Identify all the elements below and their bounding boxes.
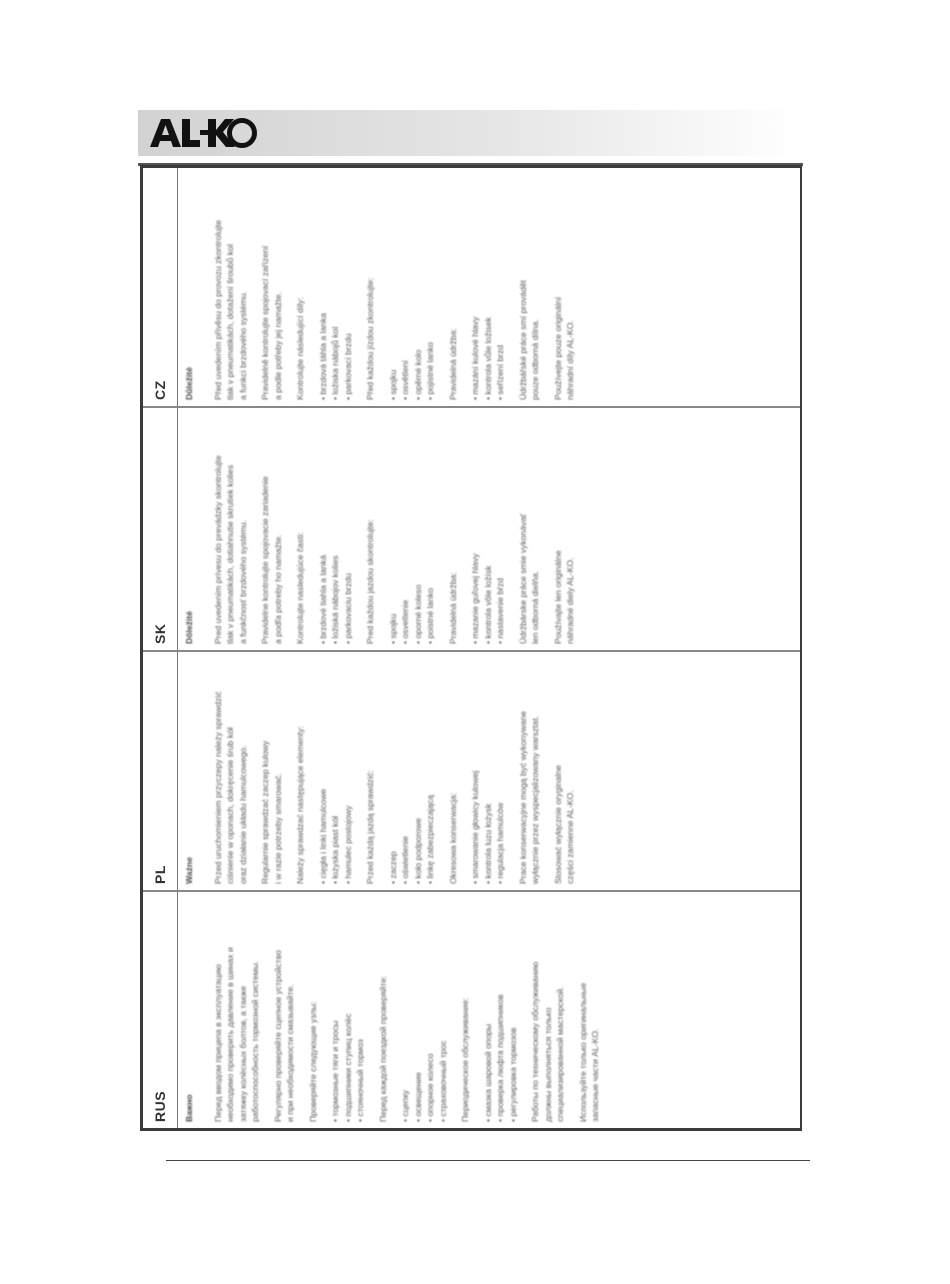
text-line: необходимо проверить давление в шинах и xyxy=(225,947,235,1122)
text-line: • страховочный трос xyxy=(437,1040,448,1122)
text-line: • pojistné lanko xyxy=(425,342,435,400)
text-line: i w razie potrzeby smarować. xyxy=(272,773,283,884)
text-line: • проверка люфта подшипников xyxy=(495,994,505,1122)
paragraph xyxy=(364,658,377,884)
text-line: и при необходимости смазывайте. xyxy=(285,984,295,1122)
lang-column-body xyxy=(177,892,800,1128)
text-line: a podle potřeby jej namažte. xyxy=(272,292,283,400)
paragraph xyxy=(447,658,460,884)
text-line: • spojku xyxy=(387,613,398,644)
text-line: • регулировка тормозов xyxy=(507,1027,518,1122)
alko-logo-mark xyxy=(148,115,258,151)
text-line: Pravidelně kontrolujte spojovací zařízení xyxy=(260,245,270,400)
text-line: Należy sprawdzać następujące elementy: xyxy=(295,725,305,884)
paragraph xyxy=(447,176,460,400)
text-line: • linkę zabezpieczającą xyxy=(425,795,435,884)
paragraph xyxy=(552,658,577,884)
text-line: Kontrolujte nasledujúce časti: xyxy=(295,532,305,644)
text-line: náhradní díly AL-KO. xyxy=(565,320,575,400)
paragraph xyxy=(387,176,437,400)
paragraph xyxy=(529,898,567,1122)
paragraph xyxy=(317,176,355,400)
text-line: len odborná dielňa. xyxy=(530,570,540,644)
paragraph xyxy=(577,898,602,1122)
text-line: a funkčnosť brzdového systému. xyxy=(237,519,248,644)
text-line: Používajte len originálne xyxy=(552,550,563,644)
text-line: a podľa potreby ho namažte. xyxy=(272,534,283,644)
text-line: Kontrolujte následující díly: xyxy=(295,297,305,400)
text-line: • тормозные тяги и тросы xyxy=(330,1020,340,1122)
text-line: Pred každou jazdou skontrolujte: xyxy=(365,519,375,644)
lang-column-rus xyxy=(143,890,800,1128)
text-line: • parkovací brzdu xyxy=(342,333,353,400)
text-line: Údržbářské práce smí provádět xyxy=(517,280,528,400)
text-line: • brzdové tiahla a lanká xyxy=(317,554,328,644)
text-line: Regularnie sprawdzać zaczep kulowy xyxy=(260,740,270,884)
text-line: • ložiská nábojov kolies xyxy=(330,555,340,644)
text-line: • стояночный тормоз xyxy=(355,1039,365,1122)
paragraph xyxy=(212,176,250,400)
text-line: • освещение xyxy=(412,1072,423,1122)
text-line: Pred uvedením prívesu do prevádzky skontrolujte xyxy=(212,455,223,644)
text-line: oraz działanie układu hamulcowego. xyxy=(237,745,248,884)
text-line: • osvetlenie xyxy=(400,599,410,644)
text-line: запасные части AL-KO. xyxy=(590,1028,600,1122)
text-line: • oświetlenie xyxy=(400,836,410,884)
lang-strip xyxy=(143,892,178,1128)
text-line: ciśnienie w oponach, dokręcenie śrub kół xyxy=(225,727,235,884)
lang-column-pl xyxy=(143,650,800,890)
text-line: wyłącznie przez wyspecjalizowany warsztat. xyxy=(530,715,540,884)
paragraph xyxy=(259,414,284,644)
text-line: затяжку колёсных болтов, а также xyxy=(237,985,248,1122)
text-line: • опорное колесо xyxy=(425,1053,435,1122)
text-line: • hamulec postojowy xyxy=(342,805,353,884)
text-line: • смазка шаровой опоры xyxy=(482,1023,493,1122)
text-line: Przed uruchomieniem przyczepy należy sprawdzić xyxy=(212,691,223,884)
text-line: náhradné diely AL-KO. xyxy=(565,557,575,644)
text-line: • łożyska piast kół xyxy=(330,816,340,884)
text-line: Przed każdą jazdą sprawdzić: xyxy=(365,770,375,884)
lang-code: RUS xyxy=(152,1090,168,1122)
text-line: • mazání kulové hlavy xyxy=(470,316,480,400)
text-line: • parkovaciu brzdu xyxy=(342,573,353,644)
text-line: должны выполняться только xyxy=(542,1007,553,1122)
paragraph xyxy=(212,898,262,1122)
section-heading: Důležité xyxy=(184,367,194,400)
paragraph xyxy=(517,658,542,884)
text-line: • kontrola luzu łożysk xyxy=(482,803,493,884)
text-line: • zaczep xyxy=(387,851,398,884)
lang-column-sk xyxy=(143,406,800,650)
text-line: • koło podporowe xyxy=(412,817,423,884)
text-line: części zamienne AL-KO. xyxy=(565,790,575,884)
text-line: • mazanie guľovej hlavy xyxy=(470,553,480,644)
text-line: • osvětlení xyxy=(400,360,410,400)
text-line: • smarowanie głowicy kulowej xyxy=(470,770,480,884)
text-line: • poistné lanko xyxy=(425,587,435,644)
text-line: Stosować wyłącznie oryginalne xyxy=(552,765,563,884)
maintenance-table xyxy=(140,165,802,1131)
text-line: Před každou jízdou zkontrolujte: xyxy=(365,277,375,400)
text-line: • сцепку xyxy=(400,1089,410,1122)
text-line: Периодическое обслуживание: xyxy=(460,997,470,1122)
text-line: • kontrola vôle ložísk xyxy=(482,565,493,644)
section-heading: Ważne xyxy=(184,857,194,884)
text-line: Údržbárske práce smie vykonávať xyxy=(517,513,528,644)
text-line: работоспособность тормозной системы. xyxy=(250,960,260,1122)
lang-code: PL xyxy=(152,865,168,884)
text-line: • seřízení brzd xyxy=(495,344,505,400)
text-line: a funkci brzdového systému. xyxy=(237,291,248,400)
text-line: Pravidelná údržba: xyxy=(447,572,458,644)
text-line: Перед каждой поездкой проверяйте: xyxy=(377,975,388,1122)
paragraph xyxy=(469,176,507,400)
alko-logo xyxy=(148,115,258,151)
paragraph xyxy=(307,898,320,1122)
paragraph xyxy=(377,898,390,1122)
paragraph xyxy=(552,414,577,644)
paragraph xyxy=(259,176,284,400)
text-line: tlak v pneumatikách, dotažení šroubů kol xyxy=(225,244,235,400)
text-line: Перед вводом прицепа в эксплуатацию xyxy=(212,964,223,1122)
text-line: Okresowa konserwacja: xyxy=(447,792,458,884)
text-line: • brzdová táhla a lanka xyxy=(317,312,328,400)
text-line: • nastavenie bŕzd xyxy=(495,577,505,644)
paragraph xyxy=(212,414,250,644)
text-line: pouze odborná dílna. xyxy=(530,319,540,400)
lang-column-cz xyxy=(143,168,800,406)
text-line: Používejte pouze originální xyxy=(552,296,563,400)
paragraph xyxy=(317,414,355,644)
paragraph xyxy=(469,658,507,884)
section-heading: Dôležité xyxy=(184,611,194,644)
text-line: • cięgła i linki hamulcowe xyxy=(317,788,328,884)
paragraph xyxy=(259,658,284,884)
lang-strip xyxy=(143,168,178,406)
lang-column-body xyxy=(177,168,800,406)
paragraph xyxy=(552,176,577,400)
text-line: • spojku xyxy=(387,369,398,400)
text-line: • opěrné kolo xyxy=(412,349,423,400)
lang-code: CZ xyxy=(152,380,168,400)
paragraph xyxy=(212,658,250,884)
paragraph xyxy=(364,176,377,400)
text-line: • ložiska nábojů kol xyxy=(330,326,340,400)
paragraph xyxy=(387,658,437,884)
paragraph xyxy=(317,658,355,884)
text-line: Před uvedením přívěsu do provozu zkontrolujte xyxy=(212,219,223,400)
text-line: Регулярно проверяйте сцепное устройство xyxy=(272,950,283,1122)
paragraph xyxy=(517,414,542,644)
text-line: Используйте только оригинальные xyxy=(577,982,588,1122)
paragraph xyxy=(517,176,542,400)
text-line: • regulacja hamulców xyxy=(495,802,505,884)
lang-strip xyxy=(143,652,178,890)
lang-column-body xyxy=(177,408,800,650)
paragraph xyxy=(387,414,437,644)
paragraph xyxy=(272,898,297,1122)
section-heading: Важно xyxy=(184,1094,194,1122)
lang-code: SK xyxy=(152,623,168,644)
paragraph xyxy=(294,658,307,884)
paragraph xyxy=(294,176,307,400)
text-line: Pravidelná údržba: xyxy=(447,328,458,400)
paragraph xyxy=(294,414,307,644)
paragraph xyxy=(364,414,377,644)
text-line: Работы по техническому обслуживанию xyxy=(530,961,540,1122)
footer-rule xyxy=(166,1160,810,1161)
text-line: Проверяйте следующие узлы: xyxy=(307,1001,318,1122)
lang-strip xyxy=(143,408,178,650)
text-line: • oporné koleso xyxy=(412,584,423,644)
paragraph xyxy=(482,898,520,1122)
text-line: tlak v pneumatikách, dotiahnutie skrutiek kolies xyxy=(225,464,235,644)
paragraph xyxy=(399,898,449,1122)
text-line: • подшипники ступиц колёс xyxy=(342,1013,353,1122)
paragraph xyxy=(459,898,472,1122)
text-line: Pravidelne kontrolujte spojovacie zariadenie xyxy=(260,476,270,644)
paragraph xyxy=(329,898,367,1122)
paragraph xyxy=(447,414,460,644)
text-line: Prace konserwacyjne mogą być wykonywane xyxy=(517,711,528,884)
lang-column-body xyxy=(177,652,800,890)
paragraph xyxy=(469,414,507,644)
text-line: • kontrola vůle ložisek xyxy=(482,317,493,400)
text-line: специализированной мастерской. xyxy=(555,986,565,1122)
